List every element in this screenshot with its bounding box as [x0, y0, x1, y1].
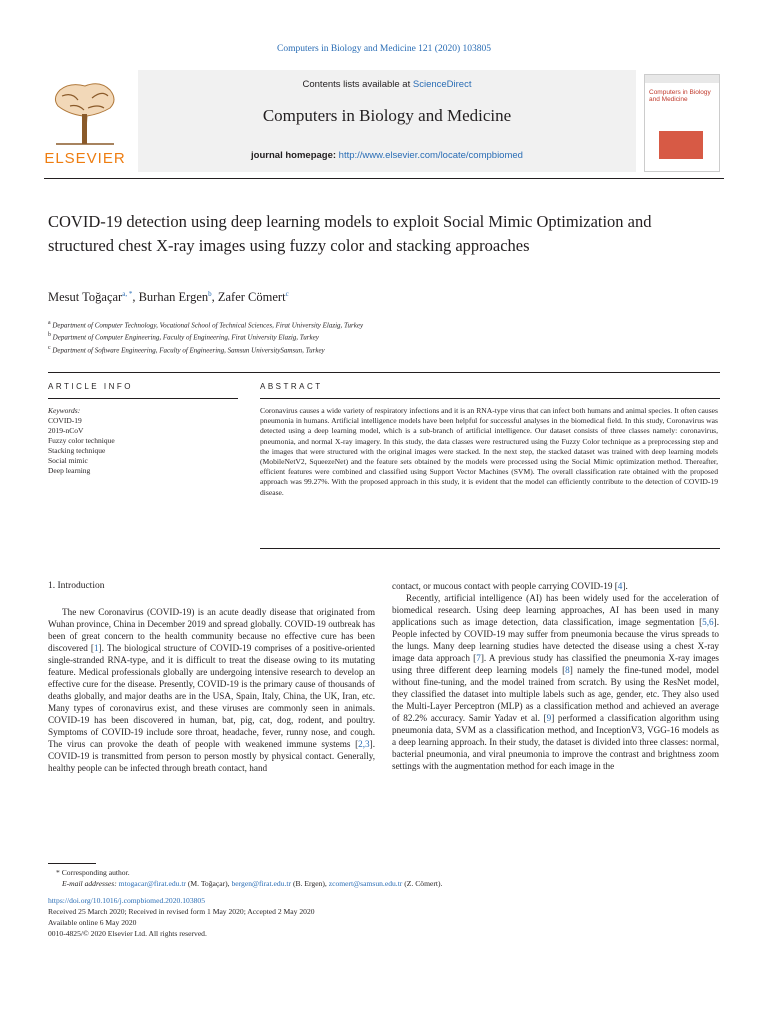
author-name[interactable]: Mesut Toğaçar	[48, 290, 123, 305]
elsevier-logo[interactable]	[44, 74, 126, 170]
body-text-run: ]. The biological structure of COVID-19 comprises of a positive-oriented single-stranded RNA-type, and it is difficult to treat the disease owing to its mutating feature. Medical professionals globally are undergoing intensive research to develop an effective cure for the disease. Presently, COVID-19 is the primary cause of thousands of deaths globally, and major deaths are in the USA, Spain, Italy, China, the UK, Iran, etc. Many types of coronavirus exist, and these viruses are commonly seen in animals. COVID-19 has been discovered in human, bat, pig, cat, dog, rodent, and poultry. Symptoms of COVID-19 include sore throat, headache, fever, runny nose, and cough. The virus can provoke the death of people with weakened immune systems [	[48, 643, 375, 749]
affiliation-line	[48, 318, 363, 330]
email-owner: (B. Ergen),	[292, 879, 327, 888]
citation-link[interactable]: 8	[565, 665, 570, 675]
email-link[interactable]: zcomert@samsun.edu.tr	[328, 879, 403, 888]
footnote-rule	[48, 863, 96, 864]
keywords-block	[48, 406, 238, 476]
journal-homepage	[138, 150, 636, 161]
section-divider	[48, 398, 238, 399]
cover-band	[645, 75, 719, 83]
body-paragraph	[392, 592, 719, 772]
homepage-link[interactable]: http://www.elsevier.com/locate/compbiomed	[338, 150, 523, 161]
cover-title: Computers in Biology and Medicine	[649, 89, 711, 103]
citation-link[interactable]: 1	[93, 643, 99, 653]
available-online: Available online 6 May 2020	[48, 918, 137, 927]
body-column-left	[48, 580, 375, 774]
body-text-run: ]. COVID-19 is transmitted from person to person mostly by physical contact. Generally, healthy people can be infected through breath contact, hand	[48, 739, 375, 773]
section-divider	[260, 398, 720, 399]
email-link[interactable]: bergen@firat.edu.tr	[231, 879, 292, 888]
citation-link[interactable]: 5,6	[702, 617, 714, 627]
contents-prefix: Contents lists available at	[302, 79, 413, 90]
keyword-item: 2019-nCoV	[48, 426, 84, 435]
paper-title: COVID-19 detection using deep learning models to exploit Social Mimic Optimization and structured chest X-ray images using fuzzy color and stacking approaches	[48, 212, 652, 255]
affiliation-marker: a	[48, 320, 51, 326]
author-superscript[interactable]: b	[208, 290, 212, 298]
body-text-run: ]. People infected by COVID-19 may suffer from pneumonia because the virus spreads to the lungs. Many deep learning studies have detected the disease using a chest X-ray image data approach [	[392, 617, 719, 663]
journal-header	[44, 70, 724, 179]
body-text-run: ] namely the fine-tuned model, model without fine-tuning, and the model trained from scratch. By using the ResNet model, they classified the dataset into multiple labels such as age, gender, etc. They also used the Multi-Layer Perceptron (MLP) as a classification method and achieved an average of 82.2% accuracy. Samir Yadav et al. [	[392, 665, 720, 723]
body-text-run: ].	[622, 581, 628, 591]
keyword-item: Social mimic	[48, 456, 88, 465]
abstract-text: Coronavirus causes a wide variety of respiratory infections and it is an RNA-type virus that can infect both humans and animal species. It often causes pneumonia in humans. Artificial intelligence models have been helpful for successful analyses in the biomedical field. In this study, Coronavirus was detected using a deep learning model, which is a sub-branch of artificial intelligence. Our dataset consists of three classes namely: coronavirus, pneumonia, and normal X-ray imagery. In this study, the data classes were restructured using the Fuzzy Color technique as a preprocessing step and the images that were structured with the original images were stacked. In the next step, the stacked dataset was trained with deep learning models (MobileNetV2, SqueezeNet) and the feature sets obtained by the models were processed using the Social Mimic optimization method. Thereafter, efficient features were combined and classified using Support Vector Machines (SVM). The overall classification rate obtained with the proposed approach was 99.27%. With the proposed approach in this study, it is evident that the model can efficiently contribute to the detection of COVID-19 disease.	[260, 406, 718, 497]
keyword-item: Stacking technique	[48, 446, 106, 455]
journal-header-center	[138, 70, 636, 172]
email-link[interactable]: mtogacar@firat.edu.tr	[118, 879, 186, 888]
journal-title[interactable]: Computers in Biology and Medicine	[262, 106, 512, 125]
homepage-label: journal homepage:	[251, 150, 337, 161]
cover-image	[659, 131, 703, 159]
affiliation-line	[48, 330, 363, 342]
body-text-run: ]. A previous study has classified the pneumonia X-ray images using three different deep learning models [	[392, 653, 719, 675]
elsevier-wordmark: ELSEVIER	[44, 150, 126, 167]
sciencedirect-link[interactable]: ScienceDirect	[412, 79, 472, 90]
author-name[interactable]: Burhan Ergen	[138, 290, 209, 305]
affiliation-marker: c	[48, 344, 51, 351]
body-column-right	[392, 580, 719, 772]
body-paragraph	[392, 580, 719, 592]
received-dates: Received 25 March 2020; Received in revised form 1 May 2020; Accepted 2 May 2020	[48, 907, 315, 916]
elsevier-tree-icon	[48, 76, 122, 146]
affiliation-line	[48, 343, 363, 355]
body-paragraph	[48, 606, 375, 774]
author-superscript[interactable]: a, *	[122, 290, 133, 298]
affiliations	[48, 318, 363, 355]
affiliation-text: Department of Computer Engineering, Faculty of Engineering, Firat University Elazig, Turkey	[52, 333, 319, 342]
footnotes	[48, 867, 720, 939]
keywords-heading: Keywords:	[48, 406, 81, 415]
section-divider	[260, 548, 720, 549]
keyword-item: Fuzzy color technique	[48, 436, 115, 445]
email-label: E-mail addresses:	[62, 879, 117, 888]
citation-link[interactable]: 9	[546, 713, 552, 723]
email-line	[48, 878, 720, 889]
citation-link[interactable]: 2,3	[358, 739, 370, 749]
keyword-item: COVID-19	[48, 416, 82, 425]
author-superscript[interactable]: c	[285, 290, 289, 298]
abstract-label: ABSTRACT	[260, 382, 323, 391]
email-owner: (M. Toğaçar),	[187, 879, 230, 888]
author-list: Mesut Toğaçar$^{a, *}$, Burhan Ergen$^b$, Zafer Cömert$^c$	[48, 290, 289, 305]
keyword-item: Deep learning	[48, 466, 91, 475]
affiliation-text: Department of Computer Technology, Vocational School of Technical Sciences, Firat University Elazig, Turkey	[52, 321, 364, 330]
article-info-label: ARTICLE INFO	[48, 382, 133, 391]
author-name[interactable]: Zafer Cömert	[217, 290, 286, 305]
body-text-run: The new Coronavirus (COVID-19) is an acute deadly disease that originated from Wuhan province, China in December 2019 and spread globally. COVID-19 outbreak has been of great concern to the health community because no effective cure has been discovered [	[48, 607, 375, 653]
copyright-line: 0010-4825/© 2020 Elsevier Ltd. All rights reserved.	[48, 929, 207, 938]
citation-link[interactable]: 4	[617, 581, 623, 591]
affiliation-text: Department of Software Engineering, Faculty of Engineering, Samsun UniversitySamsun, Turkey	[52, 345, 325, 354]
section-divider	[48, 372, 720, 373]
journal-reference[interactable]: Computers in Biology and Medicine 121 (2020) 103805	[277, 44, 491, 54]
citation-link[interactable]: 7	[476, 653, 481, 663]
journal-cover-thumbnail[interactable]	[644, 74, 720, 172]
body-text-run: Recently, artificial intelligence (AI) has been widely used for the acceleration of biomedical research. Using deep learning approaches, AI has been used in many applications such as image detection, data classification, image segmentation [	[392, 593, 719, 627]
corresponding-author-note: * Corresponding author.	[56, 868, 130, 877]
contents-line	[138, 79, 636, 90]
email-owner: (Z. Cömert).	[404, 879, 443, 888]
affiliation-marker: b	[48, 332, 51, 339]
body-text-run: ] performed a classification algorithm using pneumonia data, SVM as a classification method, and InceptionV3, VGG-16 models as a deep learning approach. In their study, the dataset is divided into three classes: normal, bacterial pneumonia, and viral pneumonia to improve the contrast and brightness zoom settings with the augmentation method for each image in the	[392, 713, 719, 771]
body-text-run: contact, or mucous contact with people carrying COVID-19 [	[392, 581, 618, 591]
section-heading-introduction: 1. Introduction	[48, 581, 105, 591]
doi-link[interactable]: https://doi.org/10.1016/j.compbiomed.2020.103805	[48, 896, 206, 905]
